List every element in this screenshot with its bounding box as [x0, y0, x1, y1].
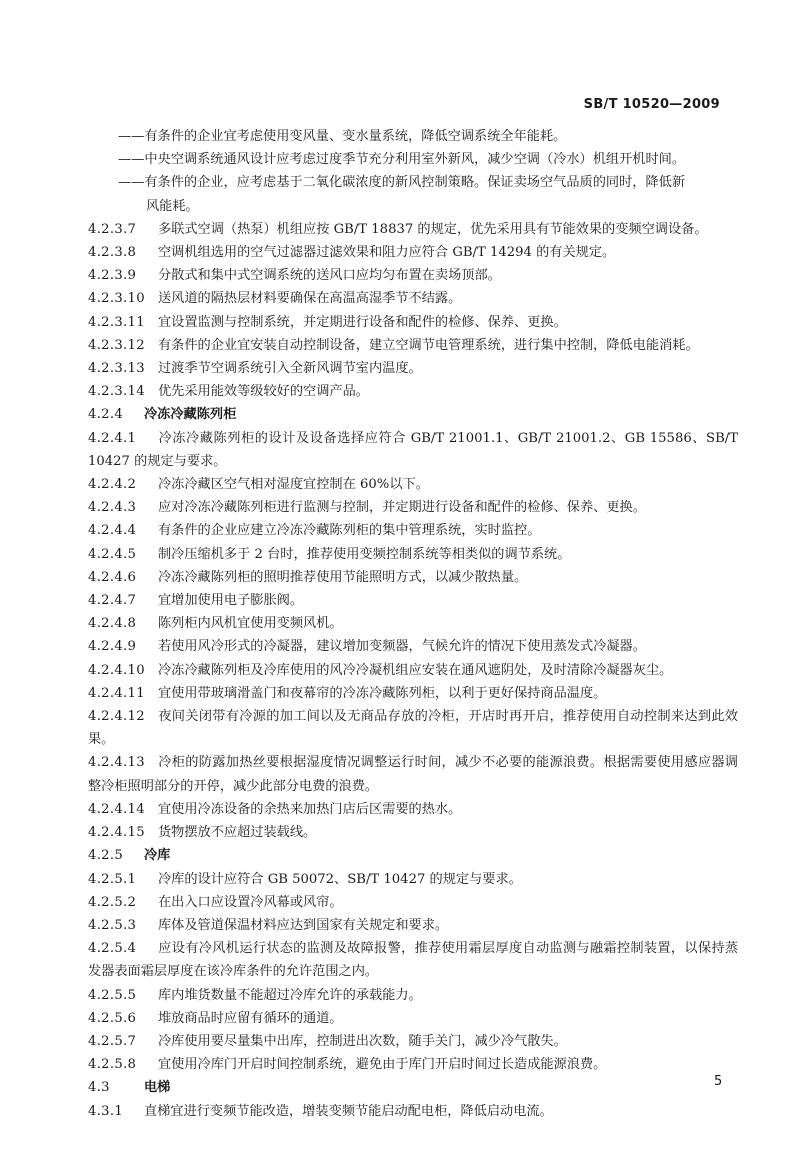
dash-item: ——中央空调系统通风设计应考虑过度季节充分利用室外新风，减少空调（冷水）机组开机时间。: [118, 152, 686, 168]
clause: [88, 264, 738, 287]
clause-number: 4.2.3.12: [88, 337, 145, 353]
clause-text: 宜使用冷库门开启时间控制系统，避免由于库门开启时间过长造成能源浪费。: [158, 1057, 607, 1073]
section-heading-4-2-5: [88, 844, 738, 867]
clause-number: 4.2.5.7: [88, 1033, 137, 1049]
clause-number: 4.3.1: [88, 1103, 124, 1119]
clause-number: 4.2.5.8: [88, 1057, 137, 1073]
clause: [88, 380, 738, 403]
clause-text: 冷冻冷藏区空气相对湿度宜控制在 60%以下。: [158, 477, 429, 493]
clause-text: 冷柜的防露加热丝要根据湿度情况调整运行时间，减少不必要的能源浪费。根据需要使用感应器调整冷柜照明部分的开停，减少此部分电费的浪费。: [88, 755, 738, 794]
clause-number: 4.2.4.15: [88, 825, 145, 841]
clause-text: 有条件的企业应建立冷冻冷藏陈列柜的集中管理系统，实时监控。: [158, 523, 541, 539]
clause: [88, 519, 738, 542]
clause-number: 4.2.5.1: [88, 871, 137, 887]
clause-number: 4.2.4.11: [88, 685, 145, 701]
clause: [88, 287, 738, 310]
clauses-4-2-5: [88, 868, 738, 1077]
clause-number: 4.2.5.6: [88, 1010, 137, 1026]
clause: [88, 868, 738, 891]
clause-number: 4.2.3.14: [88, 384, 145, 400]
clause-text: 冷冻冷藏陈列柜及冷库使用的风冷冷凝机组应安装在通风遮阴处，及时清除冷凝器灰尘。: [158, 662, 673, 678]
clause: [88, 682, 738, 705]
clause-number: 4.2.3.13: [88, 361, 145, 377]
clause-text: 宜使用带玻璃滑盖门和夜幕帘的冷冻冷藏陈列柜，以利于更好保持商品温度。: [158, 685, 607, 701]
clause-text: 优先采用能效等级较好的空调产品。: [158, 384, 369, 400]
clause: [88, 496, 738, 519]
clause: [88, 612, 738, 635]
clause-text: 空调机组选用的空气过滤器过滤效果和阻力应符合 GB/T 14294 的有关规定。: [158, 245, 616, 261]
clause-text: 冷冻冷藏陈列柜的照明推荐使用节能照明方式，以减少散热量。: [158, 569, 528, 585]
section-title: 冷库: [144, 848, 171, 864]
clause-text: 夜间关闭带有冷源的加工间以及无商品存放的冷柜，开店时再开启，推荐使用自动控制来达到此效果。: [88, 709, 738, 748]
clause-number: 4.2.5.5: [88, 987, 137, 1003]
clause-text: 宜增加使用电子膨胀阀。: [158, 593, 304, 609]
clause: [88, 798, 738, 821]
clause-number: 4.2.4.8: [88, 616, 137, 632]
section-number: 4.3: [88, 1080, 110, 1096]
dash-item: ——有条件的企业宜考虑使用变风量、变水量系统，降低空调系统全年能耗。: [118, 129, 567, 144]
clause: [88, 751, 738, 797]
clause-text: 在出入口应设置冷风幕或风帘。: [158, 894, 343, 910]
clause-text: 制冷压缩机多于 2 台时，推荐使用变频控制系统等相类似的调节系统。: [158, 546, 571, 562]
clause-text: 冷库使用要尽量集中出库，控制进出次数，随手关门，减少冷气散失。: [158, 1033, 567, 1049]
clause: [88, 1030, 738, 1053]
clause: [88, 659, 738, 682]
clause: [88, 821, 738, 844]
clause-text: 库体及管道保温材料应达到国家有关规定和要求。: [158, 917, 449, 933]
clause-number: 4.2.4.14: [88, 801, 145, 817]
page-number: 5: [714, 1074, 723, 1089]
clause-number: 4.2.4.7: [88, 593, 137, 609]
clause-text: 过渡季节空调系统引入全新风调节室内温度。: [158, 361, 422, 377]
clause: [88, 357, 738, 380]
section-title: 冷冻冷藏陈列柜: [144, 407, 237, 423]
clause-text: 宜设置监测与控制系统，并定期进行设备和配件的检修、保养、更换。: [158, 314, 567, 330]
clause-number: 4.2.4.4: [88, 523, 137, 539]
clause-number: 4.2.4.12: [88, 709, 145, 725]
clause: [88, 1100, 738, 1123]
clause: [88, 218, 738, 241]
section-heading-4-3: [88, 1076, 738, 1099]
clause: [88, 589, 738, 612]
clause-text: 堆放商品时应留有循环的通道。: [158, 1010, 343, 1026]
clause-number: 4.2.5.3: [88, 917, 137, 933]
clause-number: 4.2.4.13: [88, 755, 145, 771]
clauses-4-2-4: [88, 427, 738, 845]
clause-text: 库内堆货数量不能超过冷库允许的承载能力。: [158, 987, 422, 1003]
clause-text: 冷冻冷藏陈列柜的设计及设备选择应符合 GB/T 21001.1、GB/T 21001.2、GB 15586、SB/T 10427 的规定与要求。: [88, 430, 738, 469]
clause: [88, 427, 738, 473]
clause-text: 多联式空调（热泵）机组应按 GB/T 18837 的规定，优先采用具有节能效果的变频空调设备。: [158, 221, 708, 237]
clause-number: 4.2.4.1: [88, 430, 137, 446]
clause-number: 4.2.4.6: [88, 569, 137, 585]
clause: [88, 543, 738, 566]
clause-text: 宜使用冷冻设备的余热来加热门店后区需要的热水。: [158, 801, 462, 817]
section-title: 电梯: [144, 1080, 171, 1096]
clause-text: 应设有冷风机运行状态的监测及故障报警，推荐使用霜层厚度自动监测与融霜控制装置，以保持蒸发器表面霜层厚度在该冷库条件的允许范围之内。: [88, 941, 738, 980]
clause: [88, 891, 738, 914]
clause: [88, 566, 738, 589]
clause: [88, 914, 738, 937]
section-number: 4.2.4: [88, 407, 124, 423]
section-heading-4-2-4: [88, 403, 738, 426]
clause-number: 4.2.3.10: [88, 291, 145, 307]
clause: [88, 473, 738, 496]
clause: [88, 241, 738, 264]
clause: [88, 311, 738, 334]
clause-number: 4.2.4.5: [88, 546, 137, 562]
clause-number: 4.2.3.11: [88, 314, 145, 330]
clause-number: 4.2.4.2: [88, 477, 137, 493]
clause-number: 4.2.5.4: [88, 941, 137, 957]
clause-number: 4.2.4.10: [88, 662, 145, 678]
clause: [88, 635, 738, 658]
clause-text: 若使用风冷形式的冷凝器，建议增加变频器，气候允许的情况下使用蒸发式冷凝器。: [158, 639, 646, 655]
clause-text: 直梯宜进行变频节能改造，增装变频节能启动配电柜，降低启动电流。: [144, 1103, 553, 1119]
clause: [88, 1053, 738, 1076]
clause: [88, 984, 738, 1007]
clauses-4-3: [88, 1100, 738, 1123]
dash-item: ——有条件的企业，应考虑基于二氧化碳浓度的新风控制策略。保证卖场空气品质的同时，降低新: [118, 175, 686, 191]
clause-number: 4.2.3.9: [88, 268, 137, 284]
clause-text: 送风道的隔热层材料要确保在高温高湿季节不结露。: [158, 291, 462, 307]
clause-number: 4.2.3.8: [88, 245, 137, 261]
clause: [88, 937, 738, 983]
standard-code: SB/T 10520—2009: [583, 97, 720, 112]
clause-number: 4.2.3.7: [88, 221, 137, 237]
clause-text: 冷库的设计应符合 GB 50072、SB/T 10427 的规定与要求。: [158, 871, 522, 887]
clause: [88, 705, 738, 751]
clause-text: 陈列柜内风机宜使用变频风机。: [158, 616, 343, 632]
clause-number: 4.2.4.9: [88, 639, 137, 655]
clause-text: 有条件的企业宜安装自动控制设备，建立空调节电管理系统，进行集中控制，降低电能消耗。: [158, 337, 699, 353]
document-body: [88, 125, 738, 1123]
clause-number: 4.2.5.2: [88, 894, 137, 910]
clause-text: 应对冷冻冷藏陈列柜进行监测与控制，并定期进行设备和配件的检修、保养、更换。: [158, 500, 646, 516]
dash-item-continuation: 风能耗。: [146, 198, 199, 214]
clause: [88, 1007, 738, 1030]
section-number: 4.2.5: [88, 848, 124, 864]
clause-number: 4.2.4.3: [88, 500, 137, 516]
clause-text: 货物摆放不应超过装载线。: [158, 825, 317, 841]
clause-text: 分散式和集中式空调系统的送风口应均匀布置在卖场顶部。: [158, 268, 501, 284]
clauses-4-2-3: [88, 218, 738, 404]
clause: [88, 334, 738, 357]
